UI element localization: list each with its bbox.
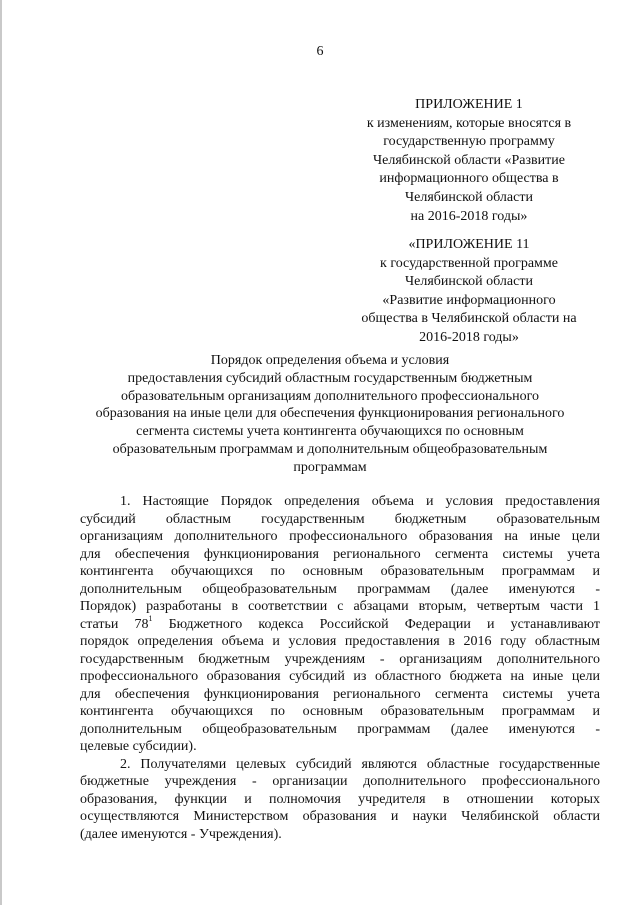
paragraph-line: осуществляются Министерством образования и науки Челябинской области	[80, 809, 600, 824]
article-ref-rest: Бюджетного кодекса Российской Федерации и устанавливают	[152, 616, 600, 632]
appendix-1-line: государственную программу	[383, 134, 555, 150]
paragraph-line: 1. Настоящие Порядок определения объема и условия предоставления	[120, 494, 600, 509]
scan-edge	[0, 0, 2, 905]
document-body	[80, 493, 600, 843]
article-ref: статьи 78	[80, 616, 149, 632]
paragraph-line: государственным бюджетным учреждениям - организациям дополнительного	[80, 651, 600, 667]
paragraph-line: порядок определения объема и условия предоставления в 2016 году областным	[80, 634, 600, 649]
appendix-11-line: «ПРИЛОЖЕНИЕ 11	[408, 237, 530, 252]
paragraph-1	[80, 493, 600, 756]
paragraph-line: дополнительным общеобразовательным программам (далее именуются -	[80, 721, 600, 737]
paragraph-line: контингента обучающихся по основным образовательным программам и	[80, 564, 600, 579]
appendix-11-line: к государственной программе	[380, 255, 558, 271]
appendix-1-line: к изменениям, которые вносятся в	[366, 115, 572, 131]
paragraph-line	[80, 613, 600, 634]
title-line: сегмента системы учета контингента обучающихся по основным	[136, 424, 524, 440]
appendix-1-line: информационного общества в	[379, 171, 559, 187]
paragraph-line: для обеспечения функционирования регионального сегмента системы учета	[80, 686, 600, 702]
title-line: образовательным программам и дополнительным общеобразовательным	[112, 441, 548, 457]
paragraph-line: дополнительным общеобразовательным программам (далее именуются -	[80, 581, 600, 597]
paragraph-line: целевые субсидии).	[80, 739, 197, 754]
paragraph-line: Порядок) разработаны в соответствии с абзацами вторым, четвертым части 1	[80, 599, 600, 614]
paragraph-line: 2. Получателями целевых субсидий являются областные государственные	[120, 756, 600, 772]
paragraph-2	[80, 756, 600, 844]
title-line: Порядок определения объема и условия	[210, 353, 450, 368]
appendix-1-line: Челябинской области	[405, 189, 533, 205]
paragraph-line: (далее именуются - Учреждения).	[80, 826, 282, 842]
paragraph-line: профессионального образования субсидий из областного бюджета на иные цели	[80, 669, 600, 684]
appendix-1-line: Челябинской области «Развитие	[373, 152, 565, 168]
appendix-11-line: «Развитие информационного	[382, 292, 556, 308]
appendix-1-line: на 2016-2018 годы»	[410, 208, 528, 224]
title-line: программам	[293, 459, 367, 475]
paragraph-line: бюджетные учреждения - организации дополнительного профессионального	[80, 774, 600, 789]
title-line: образования на иные цели для обеспечения функционирования регионального	[95, 406, 565, 422]
article-superscript: 1	[148, 613, 153, 623]
page-number: 6	[316, 44, 324, 59]
paragraph-line: контингента обучающихся по основным образовательным программам и	[80, 704, 600, 719]
appendix-11-line: 2016-2018 годы»	[419, 329, 519, 345]
appendix-11-header	[345, 236, 593, 348]
paragraph-line: организациям дополнительного профессионального образования на иные цели	[80, 529, 600, 544]
paragraph-line: для обеспечения функционирования регионального сегмента системы учета	[80, 546, 600, 562]
paragraph-line: субсидий областным государственным бюджетным образовательным	[80, 511, 600, 527]
document-title	[80, 352, 580, 477]
appendix-11-line: Челябинской области	[405, 274, 533, 290]
appendix-1-line: ПРИЛОЖЕНИЕ 1	[415, 97, 523, 112]
appendix-11-line: общества в Челябинской области на	[361, 311, 577, 327]
title-line: предоставления субсидий областным государственным бюджетным	[127, 370, 533, 386]
paragraph-line: образования, функции и полномочия учредителя в отношении которых	[80, 791, 600, 807]
appendix-1-header	[345, 96, 593, 226]
title-line: образовательным организациям дополнительного профессионального	[120, 388, 540, 404]
